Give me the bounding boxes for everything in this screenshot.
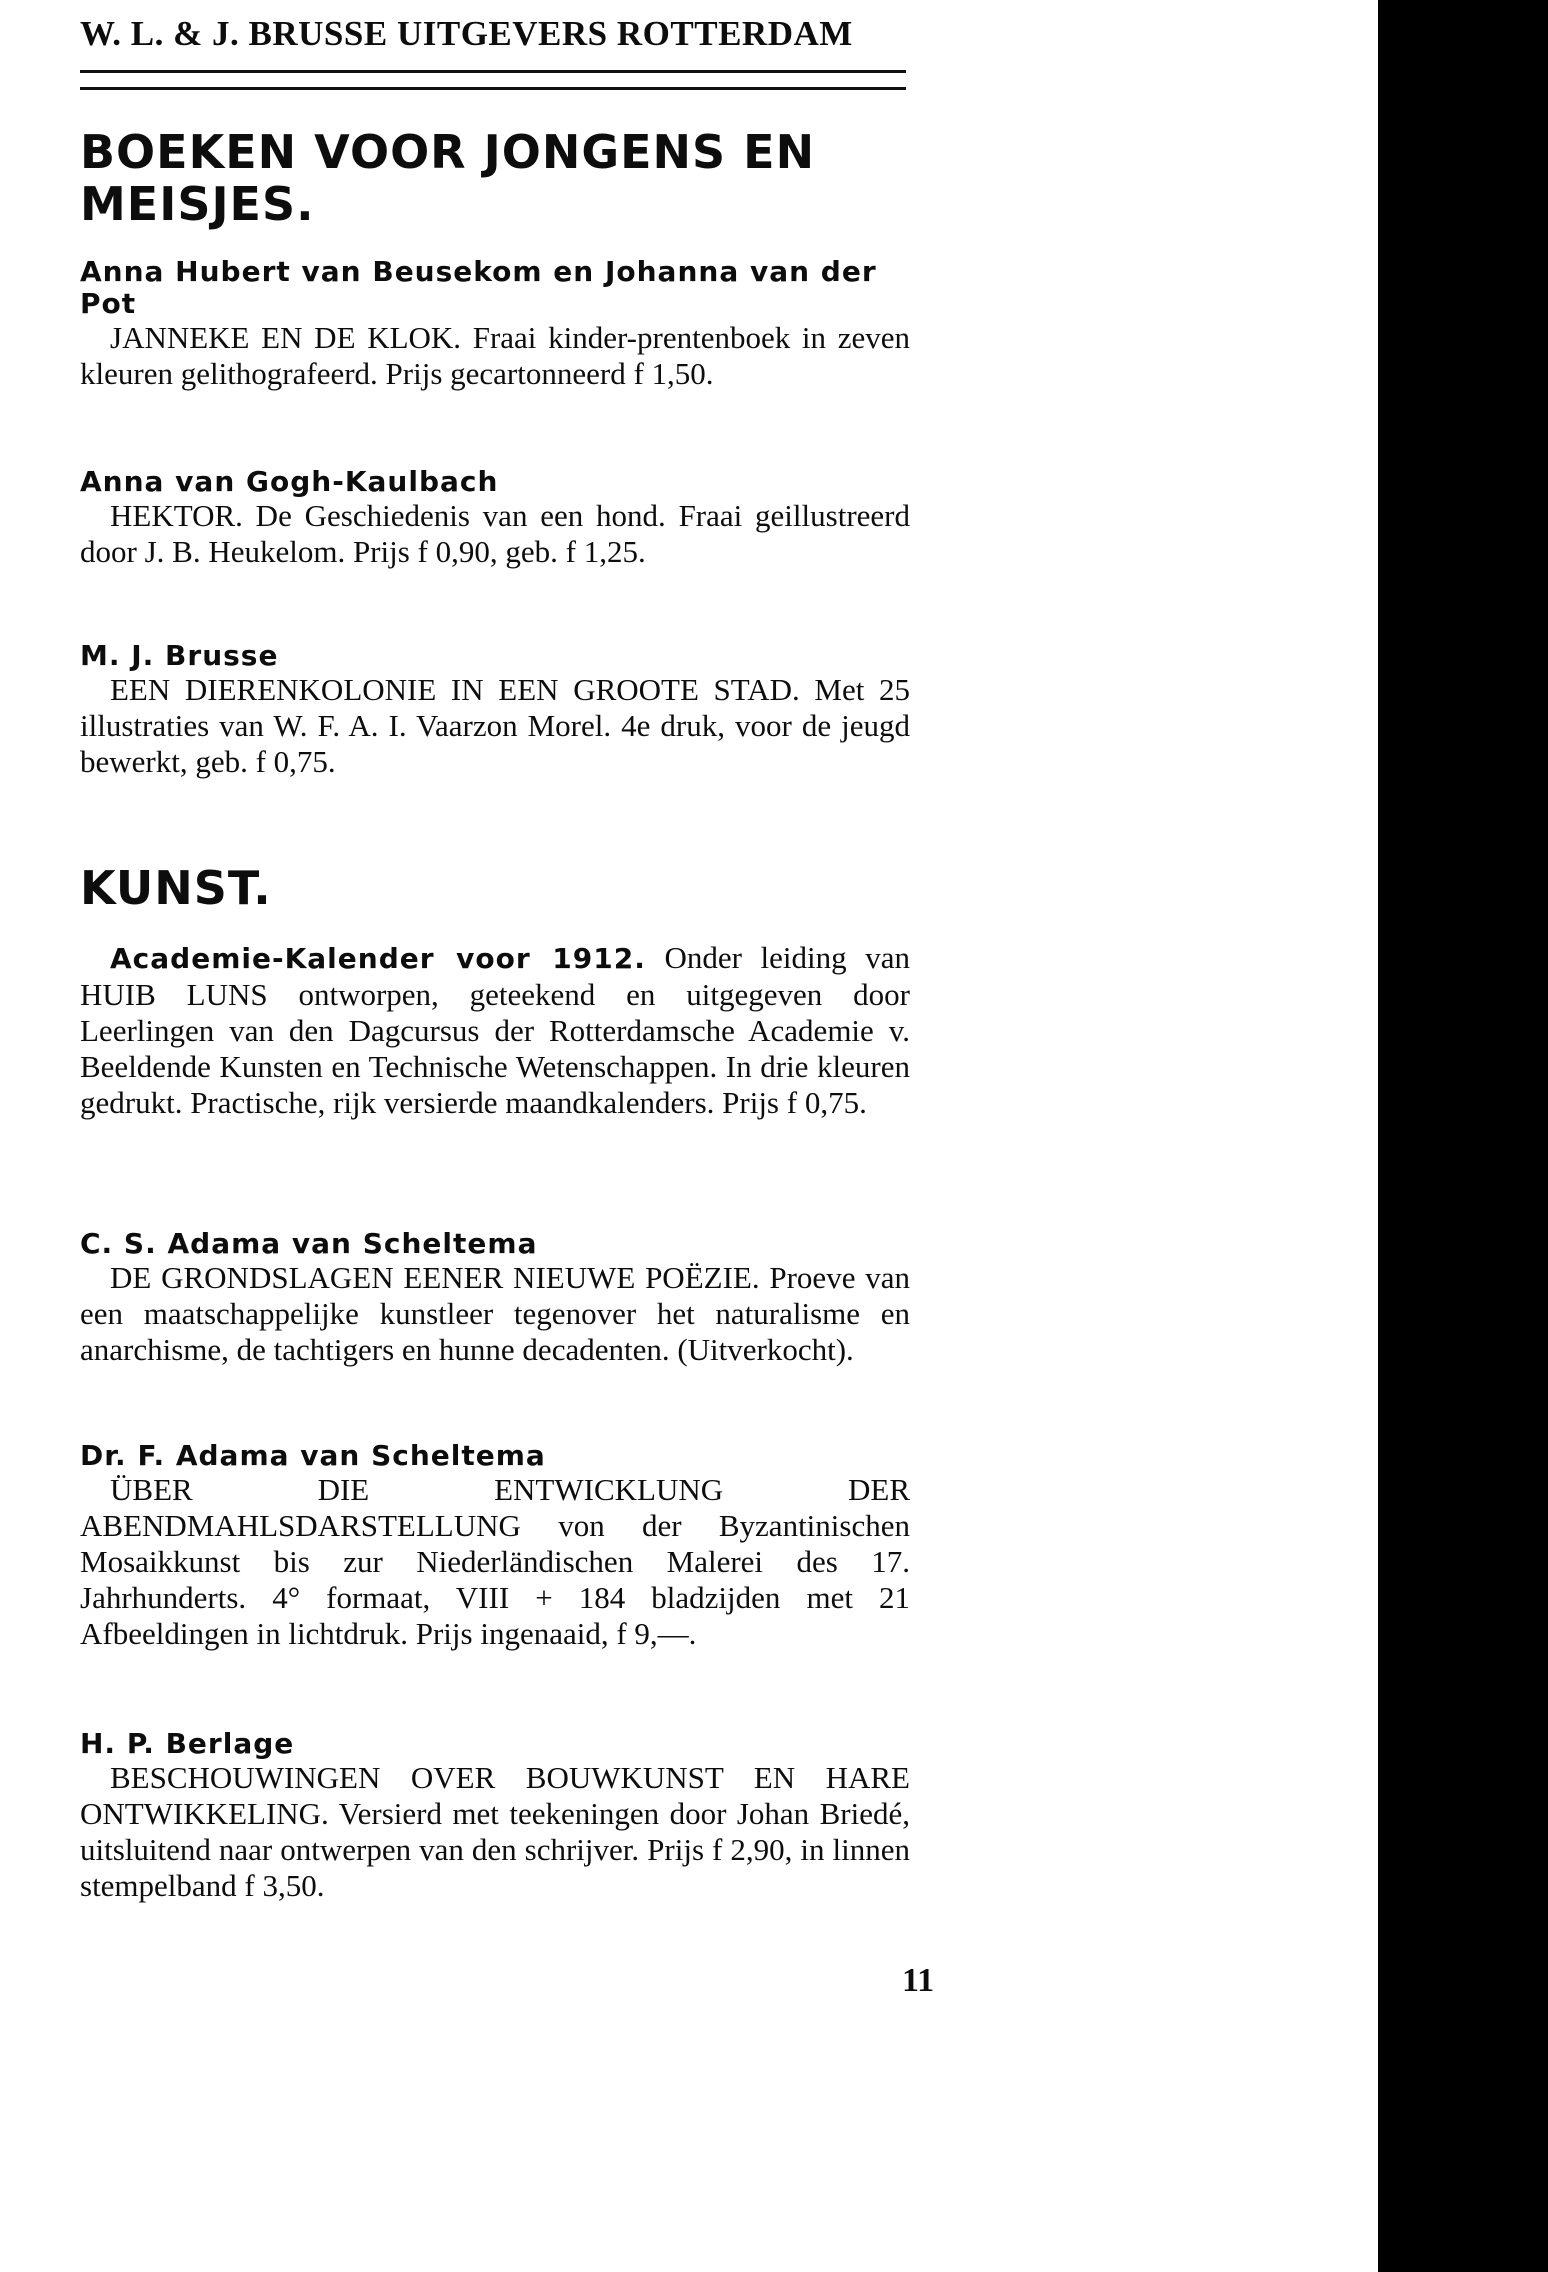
entry-beschouwingen: [80, 1728, 910, 1904]
entry-text: JANNEKE EN DE KLOK. Fraai kinder-prentenboek in zeven kleuren gelithografeerd. Prijs gecartonneerd f 1,50.: [80, 320, 910, 391]
entry-lead-title: Academie-Kalender voor 1912.: [110, 942, 646, 975]
entry-text: HEKTOR. De Geschiedenis van een hond. Fraai geillustreerd door J. B. Heukelom. Prijs f 0,90, geb. f 1,25.: [80, 498, 910, 569]
entry-author: Dr. F. Adama van Scheltema: [80, 1439, 546, 1472]
entry-text: [80, 940, 910, 1121]
page-number: 11: [902, 1962, 935, 1999]
entry-author: C. S. Adama van Scheltema: [80, 1227, 538, 1260]
entry-hektor: [80, 466, 910, 570]
entry-lead-text: Onder leiding van HUIB LUNS ontworpen, geteekend en uitgegeven door Leerlingen van den Dagcursus der Rotterdamsche Academie v. Beeldende Kunsten en Technische Wetenschappen. In drie kleuren gedrukt. Practische, rijk versierde maandkalenders. Prijs f 0,75.: [80, 940, 910, 1120]
entry-text: EEN DIERENKOLONIE IN EEN GROOTE STAD. Met 25 illustraties van W. F. A. I. Vaarzon Morel. 4e druk, voor de jeugd bewerkt, geb. f 0,75.: [80, 672, 910, 779]
scan-edge-black: [1378, 0, 1548, 2272]
entry-author: Anna Hubert van Beusekom en Johanna van der Pot: [80, 255, 877, 320]
entry-author: Anna van Gogh-Kaulbach: [80, 465, 499, 498]
entry-janneke: [80, 256, 910, 392]
entry-author: M. J. Brusse: [80, 639, 279, 672]
entry-author: H. P. Berlage: [80, 1727, 295, 1760]
entry-grondslagen: [80, 1228, 910, 1368]
header-double-rule: [80, 70, 906, 90]
entry-abendmahl: [80, 1440, 910, 1652]
entry-academie-kalender: [80, 940, 910, 1121]
entry-dierenkolonie: [80, 640, 910, 780]
entry-text: BESCHOUWINGEN OVER BOUWKUNST EN HARE ONTWIKKELING. Versierd met teekeningen door Johan Briedé, uitsluitend naar ontwerpen van den schrijver. Prijs f 2,90, in linnen stempelband f 3,50.: [80, 1760, 910, 1903]
entry-text: ÜBER DIE ENTWICKLUNG DER ABENDMAHLSDARSTELLUNG von der Byzantinischen Mosaikkunst bis zur Niederländischen Malerei des 17. Jahrhunderts. 4° formaat, VIII + 184 bladzijden met 21 Afbeeldingen in lichtdruk. Prijs ingenaaid, f 9,—.: [80, 1472, 910, 1651]
entry-text: DE GRONDSLAGEN EENER NIEUWE POËZIE. Proeve van een maatschappelijke kunstleer tegenover het naturalisme en anarchisme, de tachtigers en hunne decadenten. (Uitverkocht).: [80, 1260, 910, 1367]
publisher-header: W. L. & J. BRUSSE UITGEVERS ROTTERDAM: [80, 14, 853, 53]
section-title-kunst: KUNST.: [80, 861, 272, 915]
section-title-boeken: BOEKEN VOOR JONGENS EN MEISJES.: [80, 125, 816, 231]
